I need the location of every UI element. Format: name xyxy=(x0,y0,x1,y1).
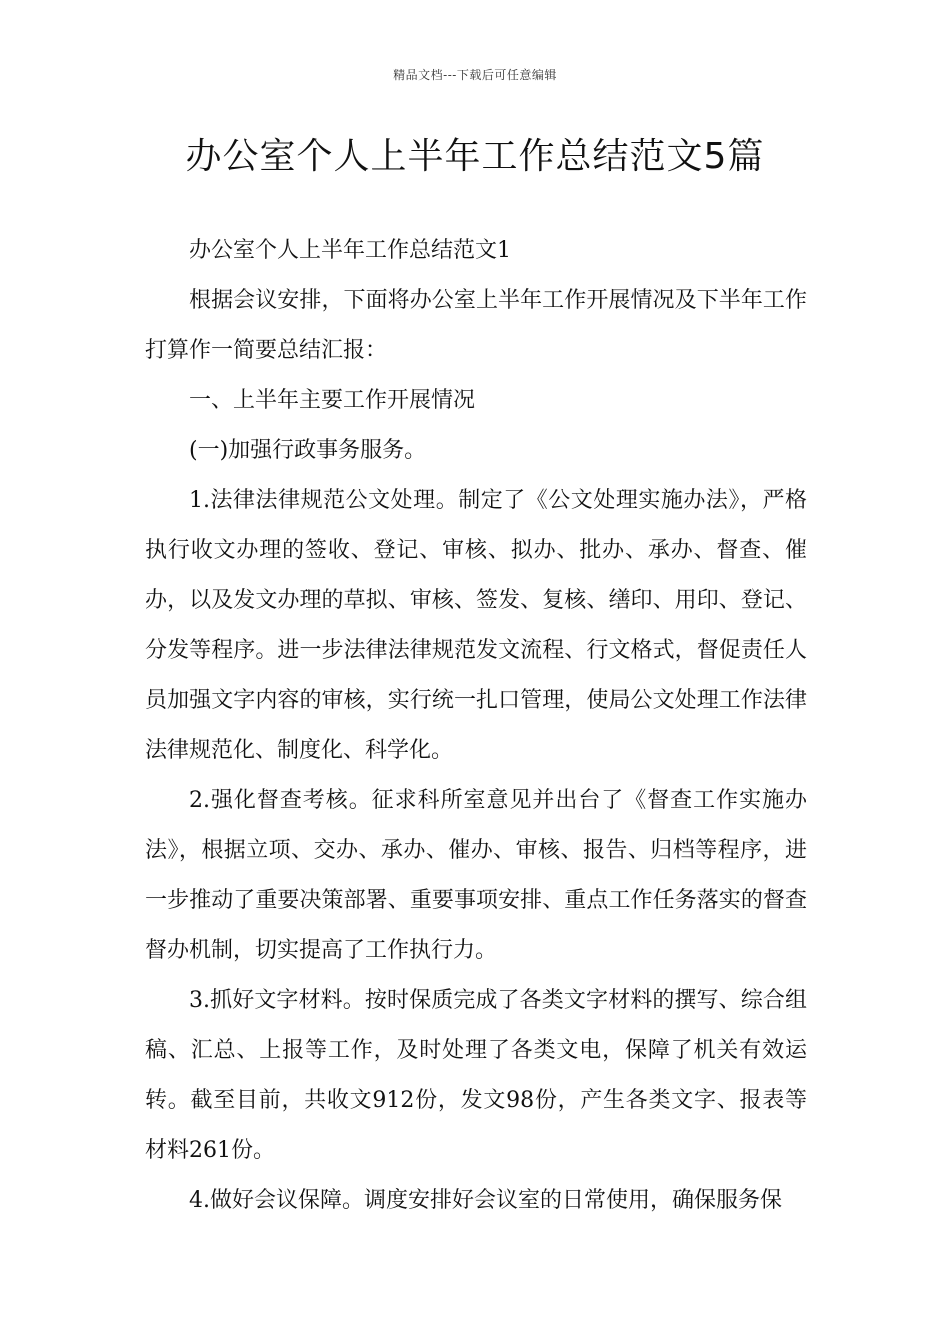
paragraph-item-2: 2.强化督查考核。征求科所室意见并出台了《督查工作实施办法》，根据立项、交办、承办、催办、审核、报告、归档等程序，进一步推动了重要决策部署、重要事项安排、重点工作任务落实的督查督办机制，切实提高了工作执行力。 xyxy=(145,788,807,963)
document-title: 办公室个人上半年工作总结范文5篇 xyxy=(185,136,765,177)
subsection-heading: (一)加强行政事务服务。 xyxy=(189,438,427,463)
section-heading-1: 办公室个人上半年工作总结范文1 xyxy=(189,238,511,263)
intro-paragraph: 根据会议安排，下面将办公室上半年工作开展情况及下半年工作打算作一简要总结汇报： xyxy=(145,288,807,363)
paragraph-item-3: 3.抓好文字材料。按时保质完成了各类文字材料的撰写、综合组稿、汇总、上报等工作，及时处理了各类文电，保障了机关有效运转。截至目前，共收文912份，发文98份，产生各类文字、报表等材料261份。 xyxy=(145,988,807,1163)
header-note: 精品文档---下载后可任意编辑 xyxy=(393,68,557,82)
document-body xyxy=(145,226,807,1226)
paragraph-item-4: 4.做好会议保障。调度安排好会议室的日常使用，确保服务保 xyxy=(189,1188,782,1213)
paragraph-item-1: 1.法律法律规范公文处理。制定了《公文处理实施办法》，严格执行收文办理的签收、登记、审核、拟办、批办、承办、督查、催办，以及发文办理的草拟、审核、签发、复核、缮印、用印、登记、分发等程序。进一步法律法律规范发文流程、行文格式，督促责任人员加强文字内容的审核，实行统一扎口管理，使局公文处理工作法律法律规范化、制度化、科学化。 xyxy=(145,488,807,763)
section-heading-2: 一、上半年主要工作开展情况 xyxy=(189,388,476,413)
